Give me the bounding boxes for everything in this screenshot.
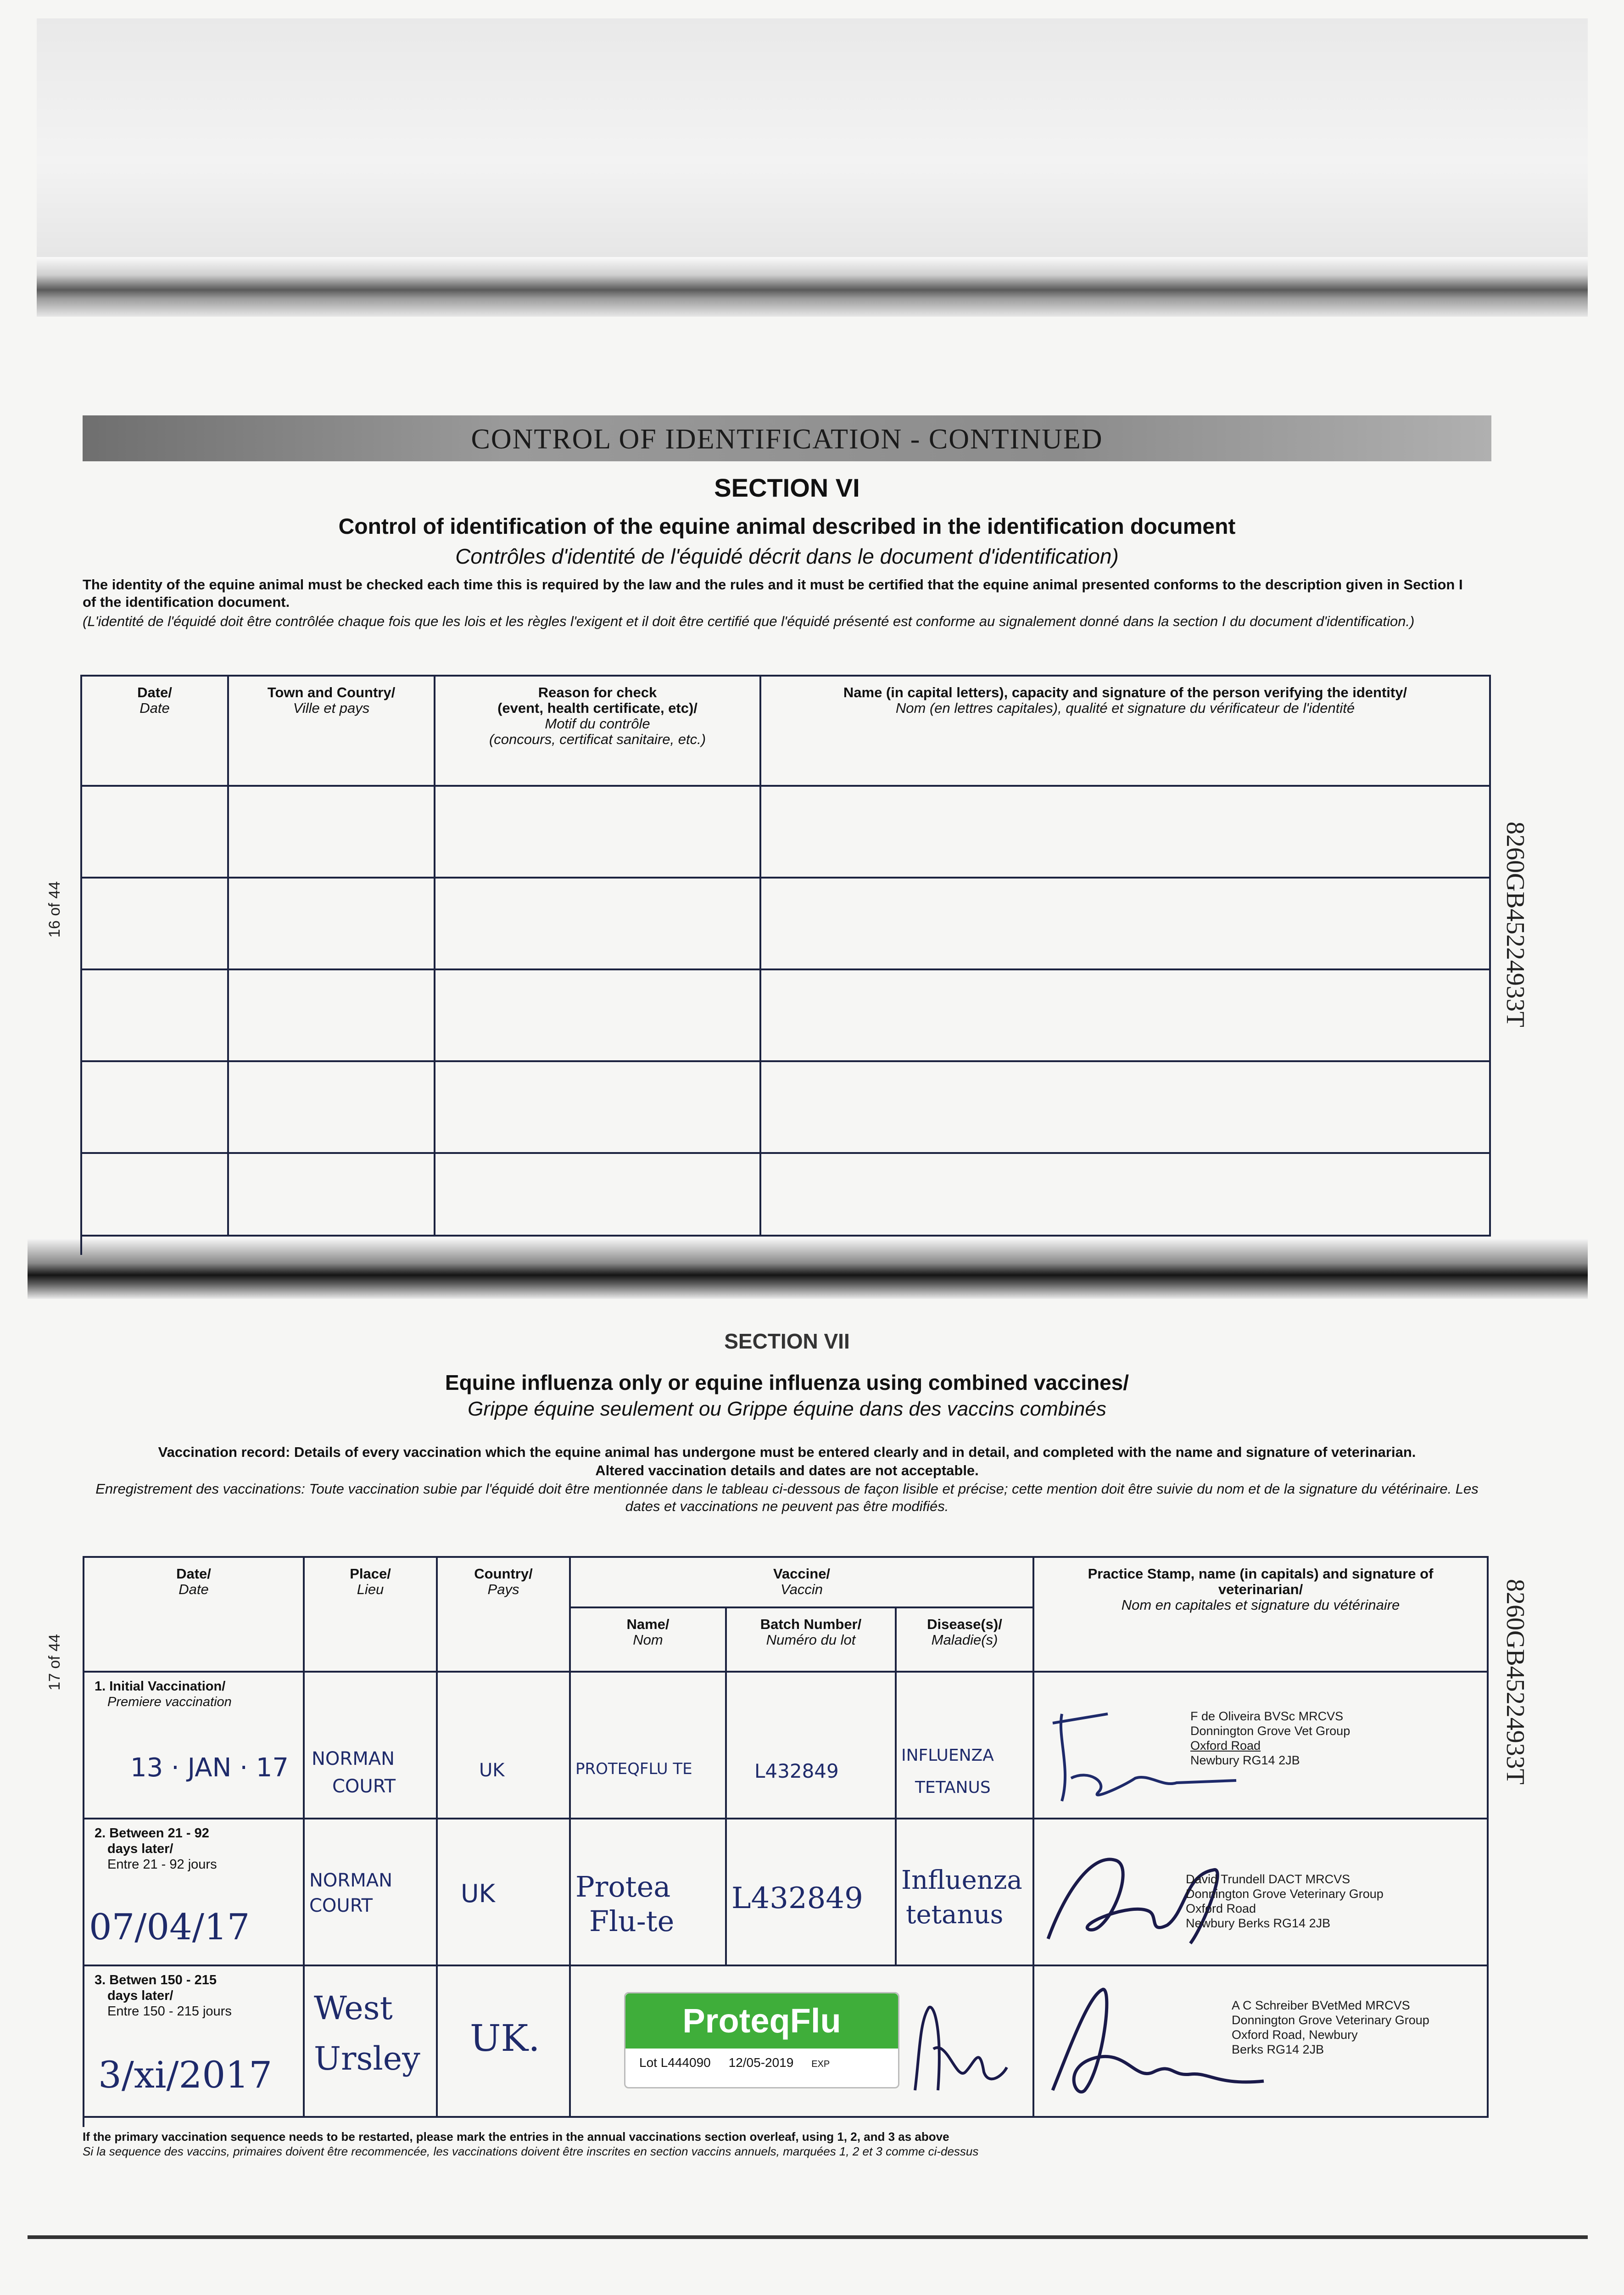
empty-cell[interactable] [229, 787, 435, 879]
header-disease: Disease(s)/ Maladie(s) [897, 1608, 1034, 1673]
row1-place-cell[interactable] [305, 1673, 438, 1819]
empty-cell[interactable] [761, 879, 1491, 970]
section6-heading-fr: Contrôles d'identité de l'équidé décrit dans le document d'identification) [455, 544, 1119, 568]
row1-label-fr: Premiere vaccination [107, 1695, 232, 1709]
row3-stamp-cell[interactable] [1034, 1966, 1489, 2118]
row1-label: 1. Initial Vaccination/ [95, 1679, 226, 1694]
row3-country: UK. [470, 2017, 540, 2060]
section6-title: SECTION VI [714, 473, 860, 502]
row2-stamp-line3: Oxford Road [1186, 1902, 1256, 1915]
header-vaccine: Vaccine/ Vaccin [571, 1558, 1034, 1608]
row2-place-line2: COURT [309, 1895, 373, 1916]
row2-disease-cell[interactable] [897, 1819, 1034, 1966]
row3-date: 3/xi/2017 [98, 2054, 273, 2096]
row2-place-line1: NORMAN [309, 1870, 392, 1891]
row3-date-cell[interactable] [84, 1966, 305, 2118]
header-date: Date/ Date [84, 1558, 305, 1673]
empty-cell[interactable] [761, 787, 1491, 879]
row1-disease-2: TETANUS [915, 1778, 991, 1797]
empty-cell[interactable] [435, 970, 761, 1062]
empty-cell[interactable] [435, 1154, 761, 1237]
row1-disease-1: INFLUENZA [901, 1746, 994, 1765]
header-practice-stamp: Practice Stamp, name (in capitals) and signature of veterinarian/ Nom en capitales et signature du vétérinaire [1034, 1558, 1489, 1673]
section6-instructions-fr: (L'identité de l'équidé doit être contrôlée chaque fois que les lois et les règles l'exigent et il doit être certifié que l'équidé présenté est conforme au signalement donné dans la section I du document d'identification.) [83, 613, 1415, 629]
side-id-upper: 8260GB45224933T [1501, 822, 1529, 1027]
row3-place-cell[interactable] [305, 1966, 438, 2118]
row3-stamp-line2: Donnington Grove Veterinary Group [1232, 2013, 1429, 2027]
row3-stamp-line1: A C Schreiber BVetMed MRCVS [1232, 1998, 1410, 2012]
row1-country-cell[interactable] [438, 1673, 571, 1819]
row1-country: UK [479, 1760, 505, 1781]
row1-stamp-line3: Oxford Road [1190, 1739, 1261, 1752]
row2-country-cell[interactable] [438, 1819, 571, 1966]
row1-stamp-line2: Donnington Grove Vet Group [1190, 1724, 1351, 1738]
row2-stamp-line1: David Trundell DACT MRCVS [1186, 1872, 1351, 1886]
row3-vaccine-scribble [901, 1998, 1011, 2099]
row2-date: 07/04/17 [89, 1907, 250, 1948]
row1-stamp-cell[interactable] [1034, 1673, 1489, 1819]
row3-label: 3. Betwen 150 - 215 [95, 1973, 217, 1987]
section6-instructions: The identity of the equine animal must be checked each time this is required by the law and the rules and it must be certified that the equine animal presented conforms to the description given in Section I of the identification document. [83, 577, 1463, 610]
header-date: Date/ Date [82, 677, 229, 787]
sticker-exp-label: EXP [811, 2059, 830, 2069]
row2-stamp-cell[interactable] [1034, 1819, 1489, 1966]
row1-batch-cell[interactable] [727, 1673, 897, 1819]
row1-date-cell[interactable] [84, 1673, 305, 1819]
page-number-b: 17 of 44 [46, 1634, 63, 1690]
row2-place-cell[interactable] [305, 1819, 438, 1966]
bottom-rule [28, 2235, 1588, 2239]
section6-heading: Control of identification of the equine animal described in the identification document [338, 515, 1236, 539]
row2-date-cell[interactable] [84, 1819, 305, 1966]
row1-disease-cell[interactable] [897, 1673, 1034, 1819]
row1-date: 13 · JAN · 17 [130, 1753, 289, 1783]
empty-cell[interactable] [761, 1062, 1491, 1154]
row3-country-cell[interactable] [438, 1966, 571, 2118]
row1-stamp-line4: Newbury RG14 2JB [1190, 1753, 1300, 1767]
row3-stamp-line4: Berks RG14 2JB [1232, 2043, 1324, 2056]
section7-instructions-2: Altered vaccination details and dates are not acceptable. [595, 1462, 979, 1478]
row2-disease-1: Influenza [901, 1865, 1022, 1895]
row2-label-fr: Entre 21 - 92 jours [107, 1857, 217, 1872]
empty-cell[interactable] [435, 1062, 761, 1154]
row3-label-2: days later/ [107, 1988, 173, 2003]
row2-vaccine-name-cell[interactable] [571, 1819, 727, 1966]
empty-cell[interactable] [82, 1154, 229, 1237]
row2-vaccine-name-1: Protea [575, 1870, 671, 1903]
section7-heading-fr: Grippe équine seulement ou Grippe équine dans des vaccins combinés [468, 1398, 1106, 1420]
empty-cell[interactable] [82, 1062, 229, 1154]
row2-batch-cell[interactable] [727, 1819, 897, 1966]
header-reason: Reason for check (event, health certificate, etc)/ Motif du contrôle (concours, certificat sanitaire, etc.) [435, 677, 761, 787]
section7-instructions-fr: Enregistrement des vaccinations: Toute vaccination subie par l'équidé doit être mentionnée dans le tableau ci-dessous de façon lisible et précise; cette mention doit être suivie du nom et de la signature du vétérinaire. Les dates et vaccinations ne peuvent pas être modifiés. [95, 1481, 1479, 1514]
top-blank-area [37, 18, 1588, 257]
row2-label-2: days later/ [107, 1842, 173, 1856]
empty-cell[interactable] [229, 1062, 435, 1154]
row2-country: UK [461, 1879, 495, 1908]
row3-place-line2: Ursley [314, 2040, 420, 2077]
empty-cell[interactable] [435, 787, 761, 879]
empty-cell[interactable] [229, 970, 435, 1062]
header-country: Country/ Pays [438, 1558, 571, 1673]
banner-title: CONTROL OF IDENTIFICATION - CONTINUED [471, 424, 1103, 455]
empty-cell[interactable] [761, 970, 1491, 1062]
row2-batch: L432849 [731, 1881, 863, 1915]
empty-cell[interactable] [82, 970, 229, 1062]
empty-cell[interactable] [761, 1154, 1491, 1237]
footer-note: If the primary vaccination sequence needs to be restarted, please mark the entries in the annual vaccinations section overleaf, using 1, 2, and 3 as above [83, 2130, 949, 2144]
row2-stamp-line2: Donnington Grove Veterinary Group [1186, 1887, 1384, 1901]
empty-cell[interactable] [435, 879, 761, 970]
identification-check-table [80, 675, 1491, 1255]
footer-note-fr: Si la sequence des vaccins, primaires doivent être recommencée, les vaccinations doivent être inscrites en section vaccins annuels, marquées 1, 2 et 3 comme ci-dessus [83, 2144, 979, 2158]
row2-label: 2. Between 21 - 92 [95, 1826, 209, 1841]
sticker-brand: ProteqFlu [625, 1993, 898, 2049]
row1-place-line1: NORMAN [312, 1748, 395, 1769]
row1-batch: L432849 [754, 1760, 839, 1782]
row3-stamp-line3: Oxford Road, Newbury [1232, 2028, 1358, 2042]
row3-label-fr: Entre 150 - 215 jours [107, 2004, 232, 2019]
sticker-lot: Lot L444090 [639, 2055, 711, 2070]
header-place: Place/ Lieu [305, 1558, 438, 1673]
row1-vaccine-name: PROTEQFLU TE [575, 1760, 692, 1778]
section7-instructions: Vaccination record: Details of every vaccination which the equine animal has undergone must be entered clearly and in detail, and completed with the name and signature of veterinarian. [158, 1444, 1416, 1460]
row3-signature [1034, 1976, 1273, 2109]
header-town-country: Town and Country/ Ville et pays [229, 677, 435, 787]
row2-vaccine-name-2: Flu-te [589, 1904, 675, 1938]
sticker-details [639, 2055, 830, 2070]
vaccine-batch-sticker [624, 1992, 899, 2088]
page-number-a: 16 of 44 [46, 881, 63, 938]
section7-heading: Equine influenza only or equine influenza using combined vaccines/ [445, 1371, 1129, 1394]
empty-cell[interactable] [229, 879, 435, 970]
row2-disease-2: tetanus [906, 1900, 1004, 1930]
row1-vaccine-name-cell[interactable] [571, 1673, 727, 1819]
header-verifier: Name (in capital letters), capacity and signature of the person verifying the identity/ Nom (en lettres capitales), qualité et signature du vérificateur de l'identité [761, 677, 1491, 787]
row3-place-line1: West [314, 1989, 393, 2027]
row2-stamp-line4: Newbury Berks RG14 2JB [1186, 1916, 1331, 1930]
row1-stamp-line1: F de Oliveira BVSc MRCVS [1190, 1709, 1344, 1723]
side-id-lower: 8260GB45224933T [1501, 1579, 1529, 1785]
header-batch-number: Batch Number/ Numéro du lot [727, 1608, 897, 1673]
sticker-expiry-date: 12/05-2019 [728, 2055, 794, 2070]
empty-cell[interactable] [82, 879, 229, 970]
empty-cell[interactable] [229, 1154, 435, 1237]
page-fold-top [37, 257, 1588, 317]
header-vaccine-name: Name/ Nom [571, 1608, 727, 1673]
row1-place-line2: COURT [332, 1776, 396, 1797]
section7-title: SECTION VII [724, 1329, 850, 1353]
empty-cell[interactable] [82, 787, 229, 879]
